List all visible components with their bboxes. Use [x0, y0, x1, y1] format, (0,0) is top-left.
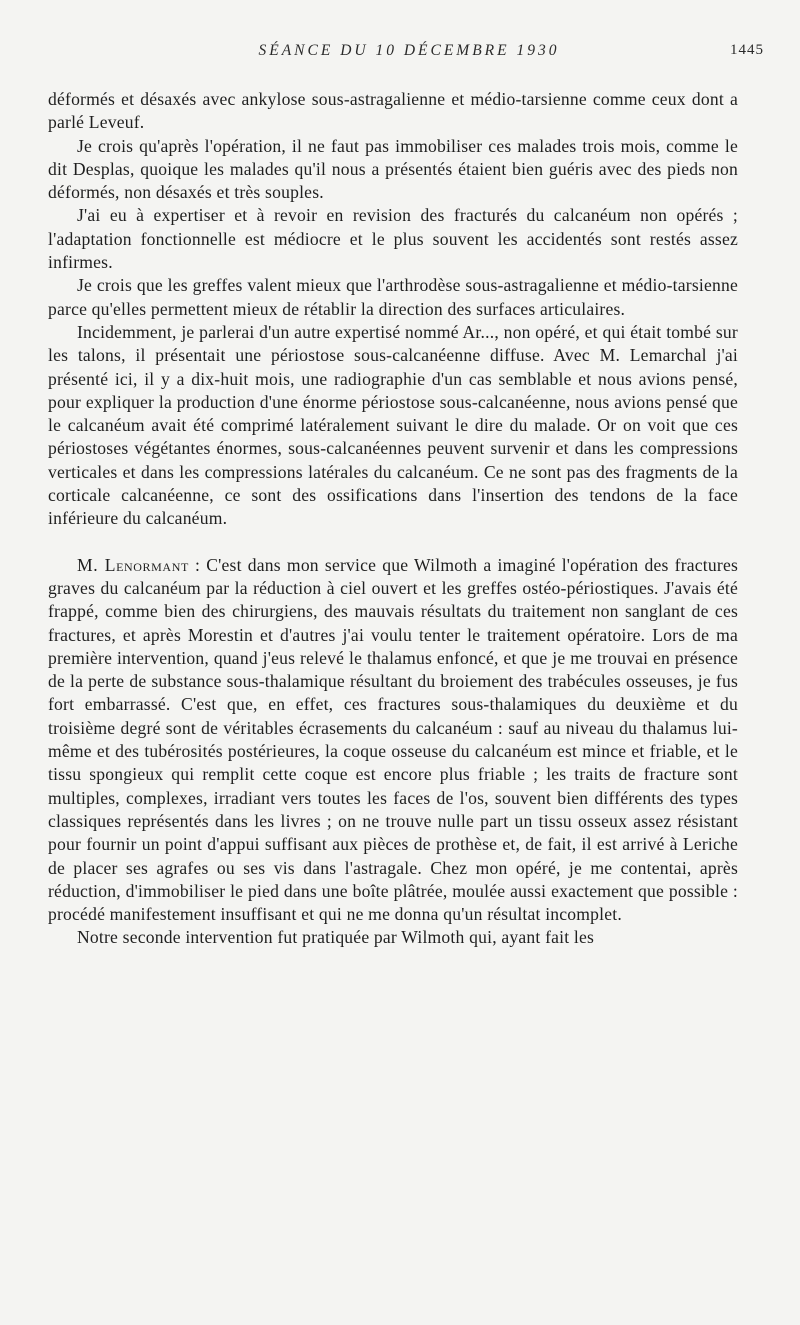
paragraph: Notre seconde intervention fut pratiquée par Wilmoth qui, ayant fait les	[77, 927, 595, 948]
paragraph: déformés et désaxés avec ankylose sous-astragalienne et médio-tarsienne comme ceux dont a parlé Leveuf.	[48, 89, 738, 133]
lenormant-paragraph	[48, 554, 738, 927]
paragraph: Je crois que les greffes valent mieux que l'arthrodèse sous-astragalienne et médio-tarsienne parce qu'elles permettent mieux de rétablir la direction des surfaces articulaires.	[48, 275, 738, 319]
paragraph: Je crois qu'après l'opération, il ne faut pas immobiliser ces malades trois mois, comme le dit Desplas, quoique les malades qu'il nous a présentés étaient bien guéris avec des pieds non déformés, non désaxés et très souples.	[48, 135, 738, 203]
paragraph: Incidemment, je parlerai d'un autre expertisé nommé Ar..., non opéré, et qui était tombé sur les talons, il présentait une périostose sous-calcanéenne diffuse. Avec M. Lemarchal j'ai présenté ici, il y a dix-huit mois, une radiographie d'un cas semblable et nous avions pensé, pour expliquer la production d'une énorme périostose sous-calcanéenne, nous avions pensé que le calcanéum avait été comprimé latéralement suivant le dire du malade. Or on voit que ces périostoses végétantes énormes, sous-calcanéennes peuvent survenir et dans les compressions verticales et dans les compressions latérales du calcanéum. Ce ne sont pas des fragments de la corticale calcanéenne, ce sont des ossifications dans l'insertion des tendons de la face inférieure du calcanéum.	[48, 321, 738, 529]
lenormant-text: : C'est dans mon service que Wilmoth a imaginé l'opération des fractures graves du calcanéum par la réduction à ciel ouvert et les greffes ostéo-périostiques. J'avais été frappé, comme bien des chirurgiens, des mauvais résultats du traitement non sanglant de ces fractures, et après Morestin et d'autres j'ai voulu tenter le traitement opératoire. Lors de ma première intervention, quand j'eus relevé le thalamus enfoncé, et que je me trouvai en présence de la perte de substance sous-thalamique résultant du broiement des trabécules osseuses, je fus fort embarrassé. C'est que, en effet, ces fractures sous-thalamiques du deuxième et du troisième degré sont de véritables écrasements du calcanéum : sauf au niveau du thalamus lui-même et des tubérosités postérieures, la coque osseuse du calcanéum est mince et friable, et le tissu spongieux qui remplit cette coque est encore plus friable ; les traits de fracture sont multiples, complexes, irradiant vers toutes les faces de l'os, souvent bien différents des types classiques représentés dans les livres ; on ne trouve nulle part un tissu osseux assez résistant pour fournir un point d'appui suffisant aux pièces de prothèse et, de fait, il est arrivé à Leriche de placer ses agrafes ou ses vis dans l'astragale. Chez mon opéré, je me contentai, après réduction, d'immobiliser le pied dans une boîte plâtrée, moulée aussi exactement que possible : procédé manifestement insuffisant et qui ne me donna qu'un résultat incomplet.	[48, 554, 738, 925]
running-head	[48, 42, 770, 64]
paragraph: J'ai eu à expertiser et à revoir en revision des fracturés du calcanéum non opérés ; l'adaptation fonctionnelle est médiocre et le plus souvent les accidentés sont restés assez infirmes.	[48, 205, 738, 273]
body-text	[48, 88, 738, 950]
running-head-title: SÉANCE DU 10 DÉCEMBRE 1930	[258, 42, 560, 59]
page-number: 1445	[730, 42, 764, 58]
speaker-name: M. Lenormant	[77, 554, 189, 575]
